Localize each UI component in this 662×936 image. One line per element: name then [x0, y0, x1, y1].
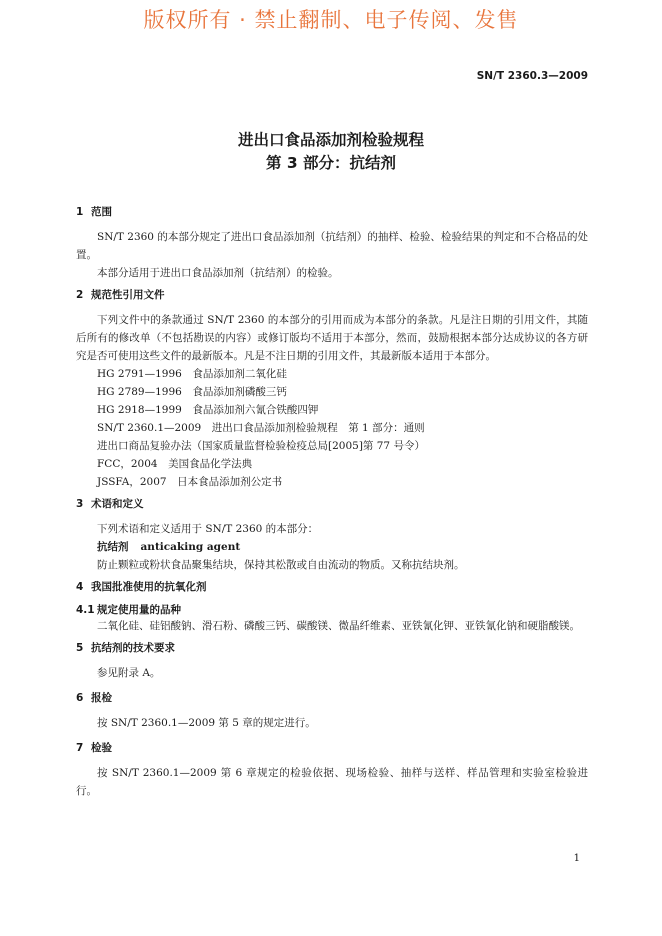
- section-number: 1: [76, 206, 84, 218]
- term-english: anticaking agent: [140, 541, 241, 553]
- section-title: 范围: [91, 206, 112, 218]
- section-2-heading: [76, 288, 588, 302]
- standard-code: SN/T 2360.3—2009: [476, 70, 588, 82]
- section-title: 我国批准使用的抗氧化剂: [91, 581, 207, 593]
- section-number: 5: [76, 642, 84, 654]
- section-7-paragraph: 按 SN/T 2360.1—2009 第 6 章规定的检验依据、现场检验、抽样与送样、样品管理和实验室检验进行。: [76, 767, 588, 797]
- subsection-4-1-heading: [76, 603, 588, 617]
- section-3-heading: [76, 497, 588, 511]
- section-7-heading: [76, 741, 588, 755]
- section-number: 4: [76, 581, 84, 593]
- section-title: 报检: [91, 692, 112, 704]
- term-chinese: 抗结剂: [97, 541, 129, 553]
- section-3-definition: 防止颗粒或粉状食品聚集结块，保持其松散或自由流动的物质。又称抗结块剂。: [97, 559, 465, 571]
- section-title: 检验: [91, 742, 112, 754]
- section-5-paragraph: 参见附录 A。: [97, 667, 161, 679]
- section-number: 3: [76, 498, 84, 510]
- section-title: 规范性引用文件: [91, 289, 165, 301]
- section-6-heading: [76, 691, 588, 705]
- copyright-watermark: 版权所有 · 禁止翻制、电子传阅、发售: [143, 8, 519, 32]
- section-4-heading: [76, 580, 588, 594]
- section-number: 7: [76, 742, 84, 754]
- section-2-paragraph-1: 下列文件中的条款通过 SN/T 2360 的本部分的引用而成为本部分的条款。凡是注日期的引用文件，其随后所有的修改单（不包括勘误的内容）或修订版均不适用于本部分，然而，鼓励根据本部分达成协议的各方研究是否可使用这些文件的最新版本。凡是不注日期的引用文件，其最新版本适用于本部分。: [76, 314, 588, 362]
- section-5-heading: [76, 641, 588, 655]
- section-1-heading: [76, 205, 588, 219]
- reference-item: JSSFA，2007 日本食品添加剂公定书: [97, 476, 283, 488]
- section-6-paragraph: 按 SN/T 2360.1—2009 第 5 章的规定进行。: [97, 717, 316, 729]
- section-1-paragraph-2: 本部分适用于进出口食品添加剂（抗结剂）的检验。: [97, 267, 339, 279]
- page-number: 1: [573, 853, 580, 864]
- reference-item: SN/T 2360.1—2009 进出口食品添加剂检验规程 第 1 部分：通则: [97, 422, 425, 434]
- reference-item: HG 2789—1996 食品添加剂磷酸三钙: [97, 386, 287, 398]
- section-number: 6: [76, 692, 84, 704]
- subsection-number: 4.1: [76, 604, 95, 616]
- reference-item: HG 2791—1996 食品添加剂二氧化硅: [97, 368, 287, 380]
- document-subtitle: 第 3 部分：抗结剂: [265, 154, 397, 172]
- document-body: [76, 205, 588, 800]
- section-3-paragraph-1: 下列术语和定义适用于 SN/T 2360 的本部分：: [97, 523, 319, 535]
- section-1-paragraph-1: SN/T 2360 的本部分规定了进出口食品添加剂（抗结剂）的抽样、检验、检验结果的判定和不合格品的处置。: [76, 231, 588, 261]
- section-title: 抗结剂的技术要求: [91, 642, 175, 654]
- section-title: 术语和定义: [91, 498, 144, 510]
- section-4-1-paragraph: 二氧化硅、硅铝酸钠、滑石粉、磷酸三钙、碳酸镁、微晶纤维素、亚铁氰化钾、亚铁氰化钠和硬脂酸镁。: [97, 620, 580, 632]
- section-number: 2: [76, 289, 84, 301]
- reference-item: HG 2918—1999 食品添加剂六氰合铁酸四钾: [97, 404, 319, 416]
- reference-item: 进出口商品复验办法（国家质量监督检验检疫总局[2005]第 77 号令）: [97, 440, 425, 452]
- term-entry: [76, 538, 588, 556]
- document-title: 进出口食品添加剂检验规程: [237, 131, 424, 149]
- reference-item: FCC，2004 美国食品化学法典: [97, 458, 253, 470]
- subsection-title: 规定使用量的品种: [97, 604, 181, 616]
